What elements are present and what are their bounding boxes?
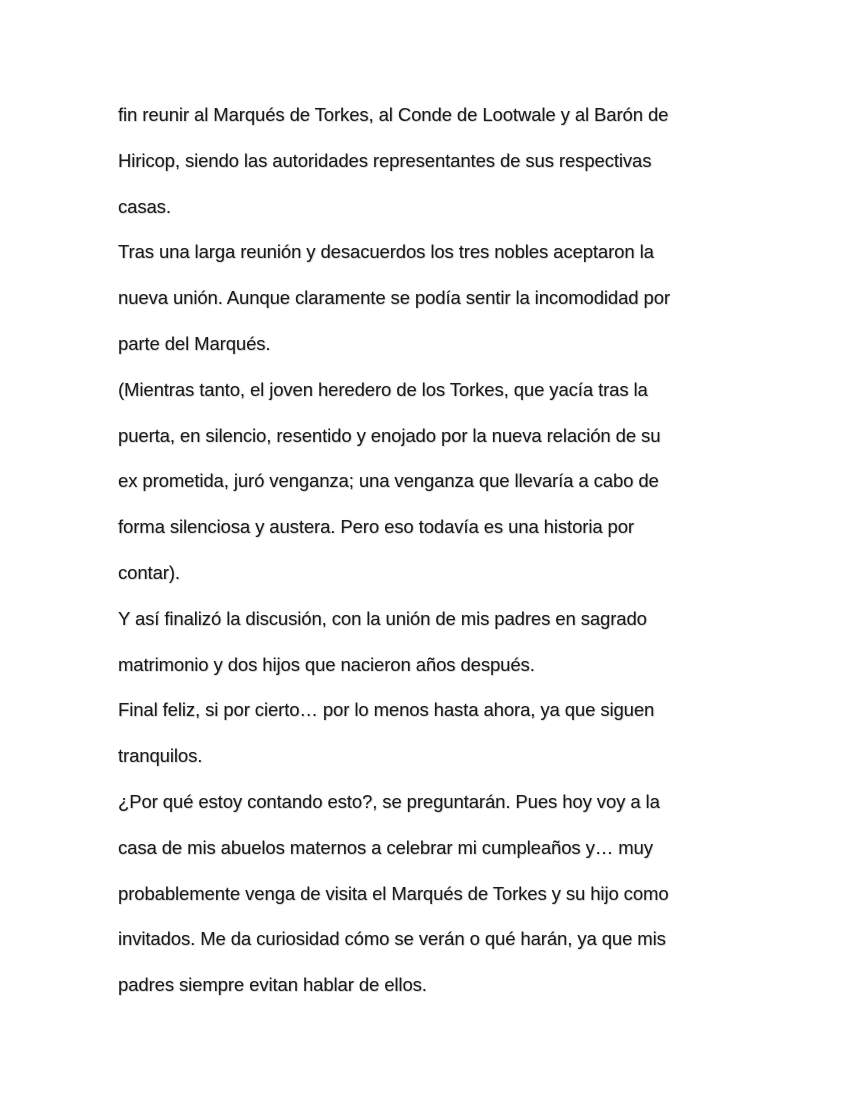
text-line: puerta, en silencio, resentido y enojado por la nueva relación de su: [118, 424, 661, 446]
text-line: parte del Marqués.: [118, 332, 271, 354]
text-line: Hiricop, siendo las autoridades representantes de sus respectivas: [118, 149, 652, 171]
text-line: casa de mis abuelos maternos a celebrar mi cumpleaños y… muy: [118, 836, 653, 858]
text-line: forma silenciosa y austera. Pero eso todavía es una historia por: [118, 516, 634, 538]
text-line: matrimonio y dos hijos que nacieron años después.: [118, 653, 535, 675]
text-line: padres siempre evitan hablar de ellos.: [118, 974, 427, 996]
text-line: Tras una larga reunión y desacuerdos los tres nobles aceptaron la: [118, 241, 654, 263]
text-line: invitados. Me da curiosidad cómo se verán o qué harán, ya que mis: [118, 928, 666, 950]
text-line: ¿Por qué estoy contando esto?, se preguntarán. Pues hoy voy a la: [118, 790, 660, 812]
text-line: fin reunir al Marqués de Torkes, al Conde de Lootwale y al Barón de: [118, 104, 669, 125]
text-line: nueva unión. Aunque claramente se podía sentir la incomodidad por: [118, 287, 670, 309]
text-line: casas.: [118, 195, 171, 217]
text-line: contar).: [118, 561, 180, 583]
text-line: Final feliz, si por cierto… por lo menos hasta ahora, ya que siguen: [118, 699, 655, 721]
text-line: tranquilos.: [118, 745, 203, 767]
body-text: [118, 96, 758, 1012]
text-line: (Mientras tanto, el joven heredero de los Torkes, que yacía tras la: [118, 378, 648, 400]
text-line: Y así finalizó la discusión, con la unión de mis padres en sagrado: [118, 607, 647, 629]
text-line: ex prometida, juró venganza; una venganza que llevaría a cabo de: [118, 470, 659, 492]
text-line: probablemente venga de visita el Marqués de Torkes y su hijo como: [118, 882, 669, 904]
